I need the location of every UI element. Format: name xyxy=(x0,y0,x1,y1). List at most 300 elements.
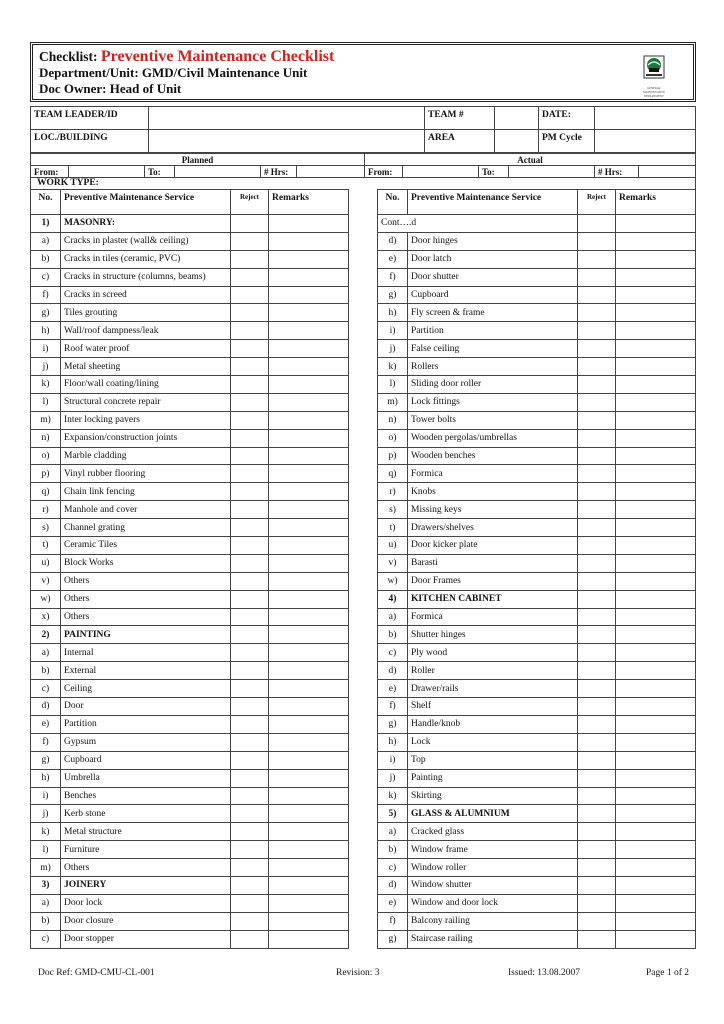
checklist-row xyxy=(31,304,349,322)
reject-checkbox-cell[interactable] xyxy=(231,572,269,590)
item-number: d) xyxy=(378,876,408,894)
service-item: Cracks in screed xyxy=(61,286,231,304)
reject-checkbox-cell[interactable] xyxy=(231,626,269,644)
remarks-cell[interactable] xyxy=(616,411,696,429)
service-item: Formica xyxy=(408,608,578,626)
actual-hrs-field[interactable] xyxy=(639,166,696,178)
planned-hrs-label: # Hrs: xyxy=(261,166,297,178)
remarks-cell[interactable] xyxy=(616,912,696,930)
reject-checkbox-cell[interactable] xyxy=(578,286,616,304)
remarks-cell[interactable] xyxy=(616,876,696,894)
actual-heading: Actual xyxy=(365,154,696,166)
remarks-cell[interactable] xyxy=(269,572,349,590)
checklist-row xyxy=(378,715,696,733)
reject-checkbox-cell[interactable] xyxy=(231,876,269,894)
reject-checkbox-cell[interactable] xyxy=(231,680,269,698)
remarks-cell[interactable] xyxy=(269,411,349,429)
remarks-cell[interactable] xyxy=(269,465,349,483)
reject-checkbox-cell[interactable] xyxy=(578,733,616,751)
reject-checkbox-cell[interactable] xyxy=(578,429,616,447)
item-number: d) xyxy=(31,698,61,716)
remarks-cell[interactable] xyxy=(269,554,349,572)
checklist-row xyxy=(378,250,696,268)
remarks-cell[interactable] xyxy=(269,537,349,555)
reject-checkbox-cell[interactable] xyxy=(231,215,269,233)
remarks-cell[interactable] xyxy=(616,698,696,716)
remarks-cell[interactable] xyxy=(616,841,696,859)
service-item: Window frame xyxy=(408,841,578,859)
item-number: i) xyxy=(31,340,61,358)
remarks-cell[interactable] xyxy=(616,304,696,322)
remarks-cell[interactable] xyxy=(616,376,696,394)
checklist-row xyxy=(31,680,349,698)
checklist-row xyxy=(31,358,349,376)
reject-checkbox-cell[interactable] xyxy=(231,411,269,429)
doc-ref: Doc Ref: GMD-CMU-CL-001 xyxy=(38,968,155,978)
service-item: Door shutter xyxy=(408,268,578,286)
reject-checkbox-cell[interactable] xyxy=(578,232,616,250)
actual-hrs-label: # Hrs: xyxy=(595,166,639,178)
remarks-cell[interactable] xyxy=(269,608,349,626)
service-item: False ceiling xyxy=(408,340,578,358)
remarks-cell[interactable] xyxy=(269,358,349,376)
service-item: Door hinges xyxy=(408,232,578,250)
service-item: Drawers/shelves xyxy=(408,519,578,537)
service-item: Partition xyxy=(61,715,231,733)
reject-checkbox-cell[interactable] xyxy=(578,447,616,465)
item-number: g) xyxy=(378,286,408,304)
remarks-cell[interactable] xyxy=(269,662,349,680)
reject-checkbox-cell[interactable] xyxy=(231,554,269,572)
service-item: Tower bolts xyxy=(408,411,578,429)
item-number: j) xyxy=(31,358,61,376)
remarks-cell[interactable] xyxy=(269,680,349,698)
service-item: Cracks in structure (columns, beams) xyxy=(61,268,231,286)
service-item: Metal structure xyxy=(61,823,231,841)
remarks-cell[interactable] xyxy=(269,912,349,930)
remarks-cell[interactable] xyxy=(616,250,696,268)
reject-checkbox-cell[interactable] xyxy=(231,322,269,340)
remarks-cell[interactable] xyxy=(616,823,696,841)
item-number: q) xyxy=(31,483,61,501)
reject-checkbox-cell[interactable] xyxy=(578,841,616,859)
item-number: i) xyxy=(31,787,61,805)
checklist-row xyxy=(378,447,696,465)
remarks-cell[interactable] xyxy=(616,805,696,823)
checklist-row xyxy=(31,751,349,769)
reject-checkbox-cell[interactable] xyxy=(231,644,269,662)
area-field[interactable] xyxy=(495,130,539,153)
team-leader-field[interactable] xyxy=(149,107,425,130)
actual-to-field[interactable] xyxy=(509,166,595,178)
reject-checkbox-cell[interactable] xyxy=(578,340,616,358)
reject-checkbox-cell[interactable] xyxy=(231,894,269,912)
reject-checkbox-cell[interactable] xyxy=(231,286,269,304)
team-number-field[interactable] xyxy=(495,107,539,130)
service-item: Internal xyxy=(61,644,231,662)
remarks-cell[interactable] xyxy=(616,930,696,948)
service-item: Roller xyxy=(408,662,578,680)
checklist-row xyxy=(378,823,696,841)
remarks-cell[interactable] xyxy=(269,805,349,823)
reject-checkbox-cell[interactable] xyxy=(578,554,616,572)
reject-checkbox-cell[interactable] xyxy=(231,662,269,680)
reject-checkbox-cell[interactable] xyxy=(231,787,269,805)
reject-checkbox-cell[interactable] xyxy=(578,393,616,411)
service-item: Lock xyxy=(408,733,578,751)
item-number: k) xyxy=(378,787,408,805)
reject-checkbox-cell[interactable] xyxy=(578,537,616,555)
item-number: d) xyxy=(378,232,408,250)
remarks-cell[interactable] xyxy=(269,429,349,447)
section-heading-row xyxy=(378,590,696,608)
service-item: Drawer/rails xyxy=(408,680,578,698)
reject-checkbox-cell[interactable] xyxy=(231,733,269,751)
reject-checkbox-cell[interactable] xyxy=(578,912,616,930)
reject-checkbox-cell[interactable] xyxy=(231,429,269,447)
item-number: 3) xyxy=(31,876,61,894)
remarks-cell[interactable] xyxy=(269,322,349,340)
remarks-cell[interactable] xyxy=(269,483,349,501)
date-field[interactable] xyxy=(595,107,696,130)
remarks-cell[interactable] xyxy=(616,572,696,590)
reject-checkbox-cell[interactable] xyxy=(231,358,269,376)
reject-checkbox-cell[interactable] xyxy=(231,447,269,465)
remarks-cell[interactable] xyxy=(616,644,696,662)
reject-checkbox-cell[interactable] xyxy=(578,483,616,501)
reject-checkbox-cell[interactable] xyxy=(231,376,269,394)
checklist-row xyxy=(31,787,349,805)
reject-checkbox-cell[interactable] xyxy=(231,519,269,537)
checklist-row xyxy=(378,841,696,859)
reject-checkbox-cell[interactable] xyxy=(231,912,269,930)
reject-checkbox-cell[interactable] xyxy=(578,304,616,322)
item-number: f) xyxy=(31,733,61,751)
item-number: i) xyxy=(378,322,408,340)
service-item: Door xyxy=(61,698,231,716)
item-number: t) xyxy=(378,519,408,537)
reject-checkbox-cell[interactable] xyxy=(578,805,616,823)
checklist-row xyxy=(378,519,696,537)
remarks-cell[interactable] xyxy=(616,358,696,376)
reject-checkbox-cell[interactable] xyxy=(578,411,616,429)
remarks-cell[interactable] xyxy=(269,751,349,769)
remarks-cell[interactable] xyxy=(269,876,349,894)
service-item: Balcony railing xyxy=(408,912,578,930)
remarks-cell[interactable] xyxy=(616,662,696,680)
item-number: f) xyxy=(378,268,408,286)
reject-checkbox-cell[interactable] xyxy=(231,393,269,411)
checklist-row xyxy=(378,554,696,572)
service-item: Expansion/construction joints xyxy=(61,429,231,447)
reject-checkbox-cell[interactable] xyxy=(578,608,616,626)
reject-checkbox-cell[interactable] xyxy=(578,268,616,286)
reject-checkbox-cell[interactable] xyxy=(231,769,269,787)
remarks-cell[interactable] xyxy=(269,232,349,250)
item-number: u) xyxy=(378,537,408,555)
reject-checkbox-cell[interactable] xyxy=(231,537,269,555)
section-heading-row xyxy=(31,215,349,233)
item-number: d) xyxy=(378,662,408,680)
remarks-cell[interactable] xyxy=(616,393,696,411)
checklist-row xyxy=(378,876,696,894)
reject-checkbox-cell[interactable] xyxy=(578,519,616,537)
service-item: Shelf xyxy=(408,698,578,716)
timing-table xyxy=(30,153,696,178)
remarks-cell[interactable] xyxy=(269,393,349,411)
item-number: m) xyxy=(31,859,61,877)
checklist-row xyxy=(31,662,349,680)
checklist-row xyxy=(31,805,349,823)
remarks-cell[interactable] xyxy=(269,698,349,716)
reject-checkbox-cell[interactable] xyxy=(231,268,269,286)
remarks-cell[interactable] xyxy=(269,644,349,662)
reject-checkbox-cell[interactable] xyxy=(578,698,616,716)
checklist-row xyxy=(31,286,349,304)
checklist-row xyxy=(378,501,696,519)
remarks-cell[interactable] xyxy=(616,680,696,698)
service-item: Shutter hinges xyxy=(408,626,578,644)
reject-checkbox-cell[interactable] xyxy=(578,358,616,376)
remarks-cell[interactable] xyxy=(616,519,696,537)
reject-checkbox-cell[interactable] xyxy=(578,859,616,877)
reject-checkbox-cell[interactable] xyxy=(231,930,269,948)
remarks-cell[interactable] xyxy=(269,268,349,286)
reject-checkbox-cell[interactable] xyxy=(231,501,269,519)
remarks-cell[interactable] xyxy=(616,751,696,769)
remarks-cell[interactable] xyxy=(269,340,349,358)
remarks-cell[interactable] xyxy=(616,554,696,572)
department-line: Department/Unit: GMD/Civil Maintenance Unit xyxy=(39,65,308,80)
service-item: Ceramic Tiles xyxy=(61,537,231,555)
reject-checkbox-cell[interactable] xyxy=(578,894,616,912)
item-number: s) xyxy=(31,519,61,537)
remarks-cell[interactable] xyxy=(616,340,696,358)
service-item: Rollers xyxy=(408,358,578,376)
remarks-cell[interactable] xyxy=(269,215,349,233)
remarks-cell[interactable] xyxy=(616,429,696,447)
remarks-cell[interactable] xyxy=(616,608,696,626)
reject-checkbox-cell[interactable] xyxy=(578,215,616,233)
checklist-row xyxy=(378,537,696,555)
remarks-cell[interactable] xyxy=(269,823,349,841)
reject-checkbox-cell[interactable] xyxy=(231,608,269,626)
actual-from-field[interactable] xyxy=(403,166,479,178)
remarks-cell[interactable] xyxy=(616,465,696,483)
item-number: n) xyxy=(31,429,61,447)
remarks-cell[interactable] xyxy=(616,483,696,501)
remarks-header: Remarks xyxy=(269,190,349,215)
issued-date: Issued: 13.08.2007 xyxy=(508,968,581,978)
service-item: Missing keys xyxy=(408,501,578,519)
remarks-cell[interactable] xyxy=(269,859,349,877)
item-number: h) xyxy=(378,304,408,322)
item-number: g) xyxy=(378,715,408,733)
item-number: a) xyxy=(378,823,408,841)
item-number: f) xyxy=(31,286,61,304)
reject-checkbox-cell[interactable] xyxy=(578,715,616,733)
checklist-row xyxy=(378,393,696,411)
service-item: Structural concrete repair xyxy=(61,393,231,411)
item-number: w) xyxy=(31,590,61,608)
item-number: m) xyxy=(31,411,61,429)
checklist-row xyxy=(378,859,696,877)
reject-checkbox-cell[interactable] xyxy=(578,680,616,698)
item-number: v) xyxy=(31,572,61,590)
remarks-cell[interactable] xyxy=(269,304,349,322)
reject-checkbox-cell[interactable] xyxy=(231,841,269,859)
reject-checkbox-cell[interactable] xyxy=(231,698,269,716)
no-header: No. xyxy=(378,190,408,215)
remarks-cell[interactable] xyxy=(616,322,696,340)
service-item: Cupboard xyxy=(408,286,578,304)
remarks-cell[interactable] xyxy=(616,286,696,304)
reject-checkbox-cell[interactable] xyxy=(578,590,616,608)
reject-checkbox-cell[interactable] xyxy=(231,483,269,501)
remarks-cell[interactable] xyxy=(616,537,696,555)
checklist-row xyxy=(378,733,696,751)
remarks-header: Remarks xyxy=(616,190,696,215)
reject-checkbox-cell[interactable] xyxy=(578,644,616,662)
remarks-cell[interactable] xyxy=(269,930,349,948)
reject-checkbox-cell[interactable] xyxy=(578,626,616,644)
remarks-cell[interactable] xyxy=(269,841,349,859)
item-number: e) xyxy=(378,894,408,912)
remarks-cell[interactable] xyxy=(269,447,349,465)
service-item: Sliding door roller xyxy=(408,376,578,394)
reject-checkbox-cell[interactable] xyxy=(231,232,269,250)
remarks-cell[interactable] xyxy=(269,787,349,805)
item-number: c) xyxy=(31,680,61,698)
remarks-cell[interactable] xyxy=(269,894,349,912)
section-title: GLASS & ALUMNIUM xyxy=(408,805,578,823)
section-title: MASONRY: xyxy=(61,215,231,233)
remarks-cell[interactable] xyxy=(269,590,349,608)
checklist-row xyxy=(378,340,696,358)
location-label: LOC./BUILDING xyxy=(31,130,149,153)
service-item: Cracked glass xyxy=(408,823,578,841)
remarks-cell[interactable] xyxy=(269,715,349,733)
remarks-cell[interactable] xyxy=(616,232,696,250)
reject-checkbox-cell[interactable] xyxy=(578,376,616,394)
checklist-row xyxy=(31,340,349,358)
service-item: Gypsum xyxy=(61,733,231,751)
remarks-cell[interactable] xyxy=(616,590,696,608)
reject-checkbox-cell[interactable] xyxy=(578,662,616,680)
remarks-cell[interactable] xyxy=(616,626,696,644)
reject-checkbox-cell[interactable] xyxy=(231,751,269,769)
service-item: Staircase railing xyxy=(408,930,578,948)
service-item: Vinyl rubber flooring xyxy=(61,465,231,483)
service-item: Cracks in tiles (ceramic, PVC) xyxy=(61,250,231,268)
planned-from-field[interactable] xyxy=(69,166,145,178)
remarks-cell[interactable] xyxy=(616,268,696,286)
reject-checkbox-cell[interactable] xyxy=(231,250,269,268)
location-field[interactable] xyxy=(149,130,425,153)
remarks-cell[interactable] xyxy=(616,447,696,465)
reject-checkbox-cell[interactable] xyxy=(231,590,269,608)
actual-from-label: From: xyxy=(365,166,403,178)
remarks-cell[interactable] xyxy=(616,215,696,233)
service-item: Others xyxy=(61,572,231,590)
remarks-cell[interactable] xyxy=(616,894,696,912)
service-item: Benches xyxy=(61,787,231,805)
pm-cycle-label: PM Cycle xyxy=(539,130,595,153)
remarks-cell[interactable] xyxy=(616,787,696,805)
reject-checkbox-cell[interactable] xyxy=(578,751,616,769)
checklist-row xyxy=(378,322,696,340)
right-table-header xyxy=(378,190,696,215)
reject-checkbox-cell[interactable] xyxy=(231,340,269,358)
checklist-row xyxy=(31,930,349,948)
remarks-cell[interactable] xyxy=(269,376,349,394)
reject-checkbox-cell[interactable] xyxy=(578,769,616,787)
service-item: Handle/knob xyxy=(408,715,578,733)
checklist-row xyxy=(378,572,696,590)
reject-checkbox-cell[interactable] xyxy=(578,787,616,805)
checklist-row xyxy=(378,483,696,501)
reject-checkbox-cell[interactable] xyxy=(578,501,616,519)
remarks-cell[interactable] xyxy=(616,501,696,519)
planned-to-field[interactable] xyxy=(175,166,261,178)
remarks-cell[interactable] xyxy=(269,626,349,644)
service-item: Top xyxy=(408,751,578,769)
remarks-cell[interactable] xyxy=(616,733,696,751)
item-number: r) xyxy=(31,501,61,519)
remarks-cell[interactable] xyxy=(616,859,696,877)
checklist-row xyxy=(378,894,696,912)
remarks-cell[interactable] xyxy=(269,286,349,304)
reject-checkbox-cell[interactable] xyxy=(578,930,616,948)
remarks-cell[interactable] xyxy=(269,519,349,537)
reject-checkbox-cell[interactable] xyxy=(231,859,269,877)
reject-checkbox-cell[interactable] xyxy=(231,715,269,733)
reject-checkbox-cell[interactable] xyxy=(578,572,616,590)
reject-checkbox-cell[interactable] xyxy=(578,876,616,894)
item-number: b) xyxy=(31,662,61,680)
pm-cycle-field[interactable] xyxy=(595,130,696,153)
reject-checkbox-cell[interactable] xyxy=(231,805,269,823)
reject-checkbox-cell[interactable] xyxy=(578,823,616,841)
section-title: PAINTING xyxy=(61,626,231,644)
remarks-cell[interactable] xyxy=(269,769,349,787)
item-number: c) xyxy=(31,930,61,948)
item-number: p) xyxy=(378,447,408,465)
reject-checkbox-cell[interactable] xyxy=(578,322,616,340)
item-number: c) xyxy=(378,644,408,662)
remarks-cell[interactable] xyxy=(269,501,349,519)
checklist-row xyxy=(31,322,349,340)
reject-checkbox-cell[interactable] xyxy=(231,465,269,483)
remarks-cell[interactable] xyxy=(269,250,349,268)
remarks-cell[interactable] xyxy=(269,733,349,751)
item-number: Cont….d xyxy=(378,215,578,233)
reject-checkbox-cell[interactable] xyxy=(231,304,269,322)
remarks-cell[interactable] xyxy=(616,769,696,787)
checklist-row xyxy=(378,662,696,680)
service-item: Door kicker plate xyxy=(408,537,578,555)
reject-checkbox-cell[interactable] xyxy=(578,250,616,268)
page-number: Page 1 of 2 xyxy=(646,968,690,978)
item-number: k) xyxy=(31,823,61,841)
planned-hrs-field[interactable] xyxy=(297,166,365,178)
item-number: b) xyxy=(31,912,61,930)
reject-checkbox-cell[interactable] xyxy=(578,465,616,483)
service-item: Door latch xyxy=(408,250,578,268)
checklist-row xyxy=(31,715,349,733)
reject-checkbox-cell[interactable] xyxy=(231,823,269,841)
remarks-cell[interactable] xyxy=(616,715,696,733)
